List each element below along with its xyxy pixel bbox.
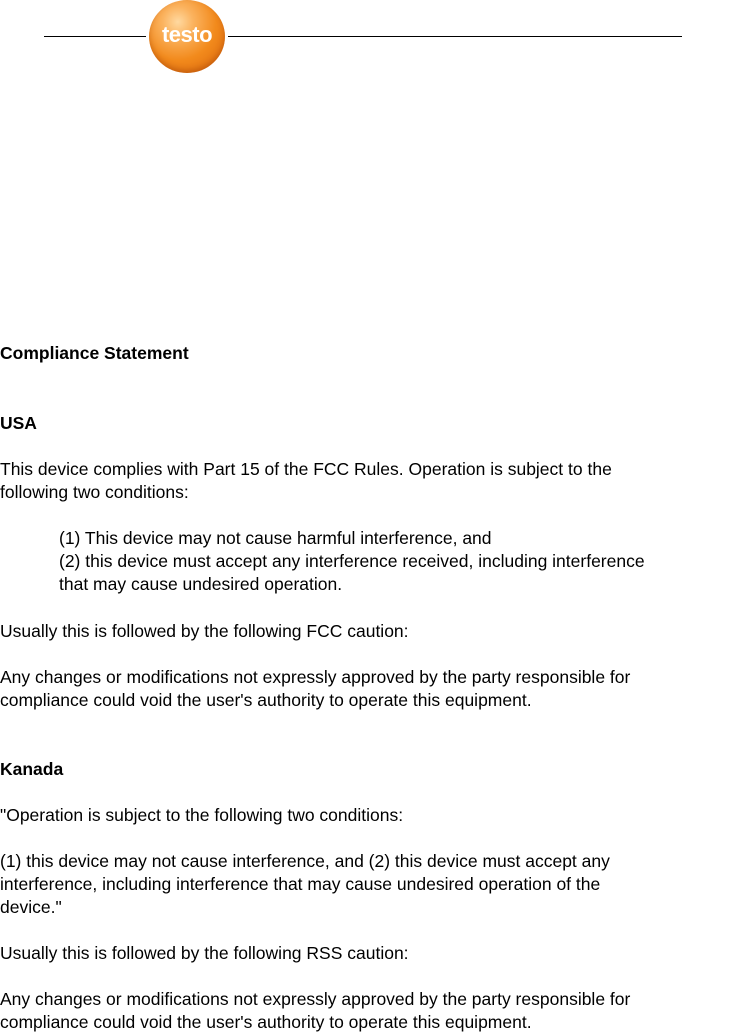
kanada-quote-intro: "Operation is subject to the following two conditions: [0,805,404,825]
kanada-caution-line-1: Any changes or modifications not expressly approved by the party responsible for [0,989,631,1009]
kanada-conditions-line-2: interference, including interference that may cause undesired operation of the [0,874,601,894]
header-rule-right [228,36,682,37]
header-rule-left [44,36,146,37]
kanada-caution-line-2: compliance could void the user's authority to operate this equipment. [0,1012,532,1032]
usa-intro-line-2: following two conditions: [0,482,189,502]
kanada-caution-intro: Usually this is followed by the following RSS caution: [0,943,409,963]
usa-heading: USA [0,413,37,433]
usa-caution-line-1: Any changes or modifications not expressly approved by the party responsible for [0,667,631,687]
usa-intro-line-1: This device complies with Part 15 of the FCC Rules. Operation is subject to the [0,459,612,479]
logo-text: testo [161,22,213,47]
usa-caution-intro: Usually this is followed by the following FCC caution: [0,621,409,641]
usa-condition-1: (1) This device may not cause harmful interference, and [59,528,492,548]
usa-condition-2-line-2: that may cause undesired operation. [59,574,343,594]
kanada-conditions-line-3: device." [0,897,62,917]
usa-condition-2-line-1: (2) this device must accept any interference received, including interference [59,551,645,571]
kanada-heading: Kanada [0,759,64,779]
testo-logo [149,0,225,73]
document-title: Compliance Statement [0,343,189,363]
kanada-conditions-line-1: (1) this device may not cause interference, and (2) this device must accept any [0,851,610,871]
usa-caution-line-2: compliance could void the user's authority to operate this equipment. [0,690,532,710]
